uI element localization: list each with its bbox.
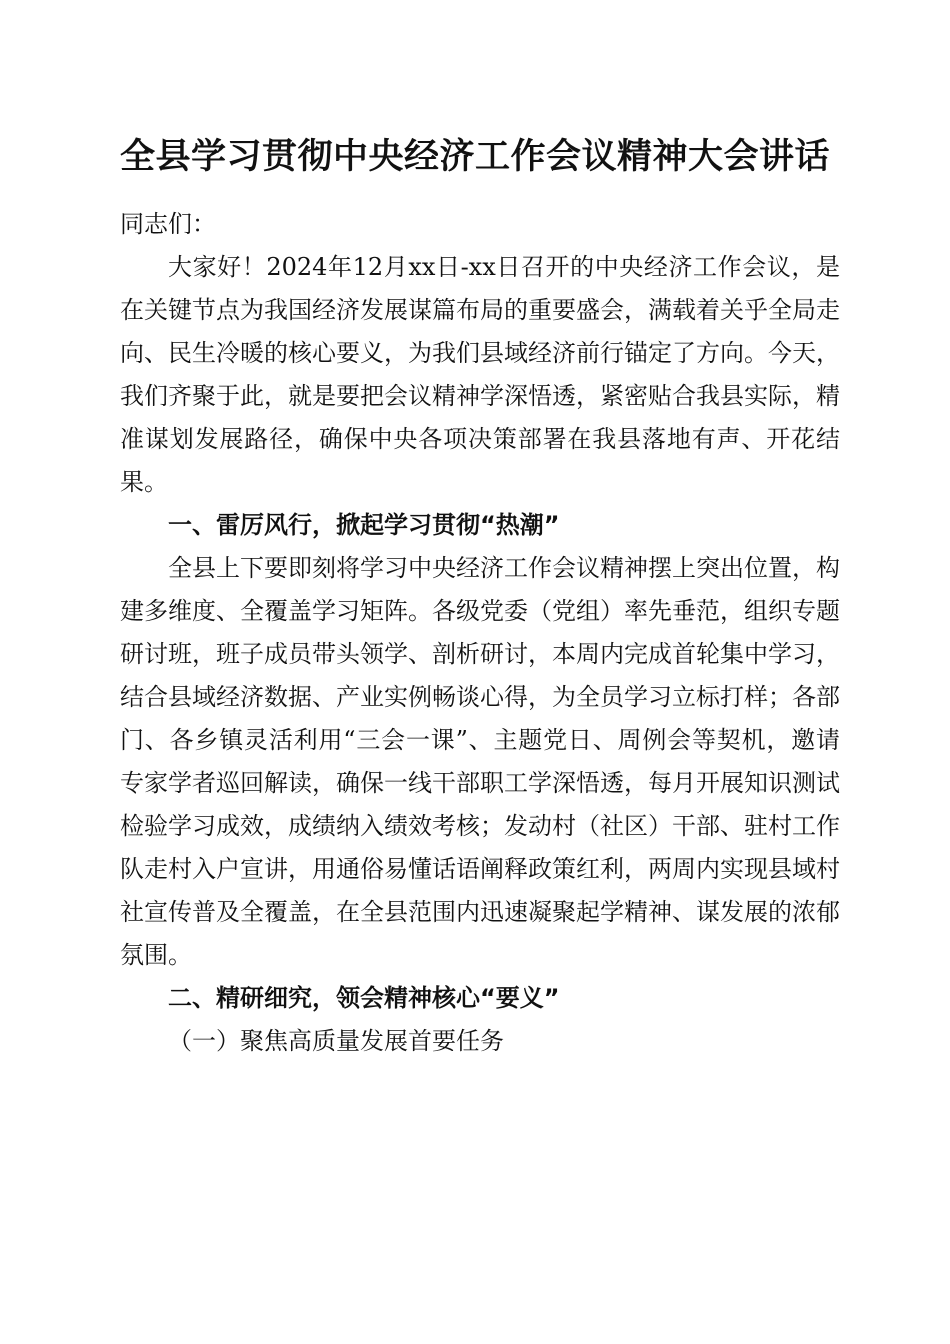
paragraph-study: 全县上下要即刻将学习中央经济工作会议精神摆上突出位置，构建多维度、全覆盖学习矩阵。各级党委（党组）率先垂范，组织专题研讨班，班子成员带头领学、剖析研讨，本周内完成首轮集中学习，结合县域经济数据、产业实例畅谈心得，为全员学习立标打样；各部门、各乡镇灵活利用“三会一课”、主题党日、周例会等契机，邀请专家学者巡回解读，确保一线干部职工学深悟透，每月开展知识测试检验学习成效，成绩纳入绩效考核；发动村（社区）干部、驻村工作队走村入户宣讲，用通俗易懂话语阐释政策红利，两周内实现县域村社宣传普及全覆盖，在全县范围内迅速凝聚起学精神、谋发展的浓郁氛围。 [120,554,840,969]
section-heading-2: 二、精研细究，领会精神核心“要义” [168,984,560,1012]
salutation: 同志们： [120,210,216,238]
subsection-heading-1: （一）聚焦高质量发展首要任务 [168,1027,504,1055]
section-heading-1: 一、雷厉风行，掀起学习贯彻“热潮” [168,511,560,539]
document-body [120,203,840,1063]
document-title: 全县学习贯彻中央经济工作会议精神大会讲话 [119,136,830,177]
paragraph-intro: 大家好！2024年12月xx日-xx日召开的中央经济工作会议，是在关键节点为我国经济发展谋篇布局的重要盛会，满载着关乎全局走向、民生冷暖的核心要义，为我们县域经济前行锚定了方向。今天，我们齐聚于此，就是要把会议精神学深悟透，紧密贴合我县实际，精准谋划发展路径，确保中央各项决策部署在我县落地有声、开花结果。 [120,253,840,496]
